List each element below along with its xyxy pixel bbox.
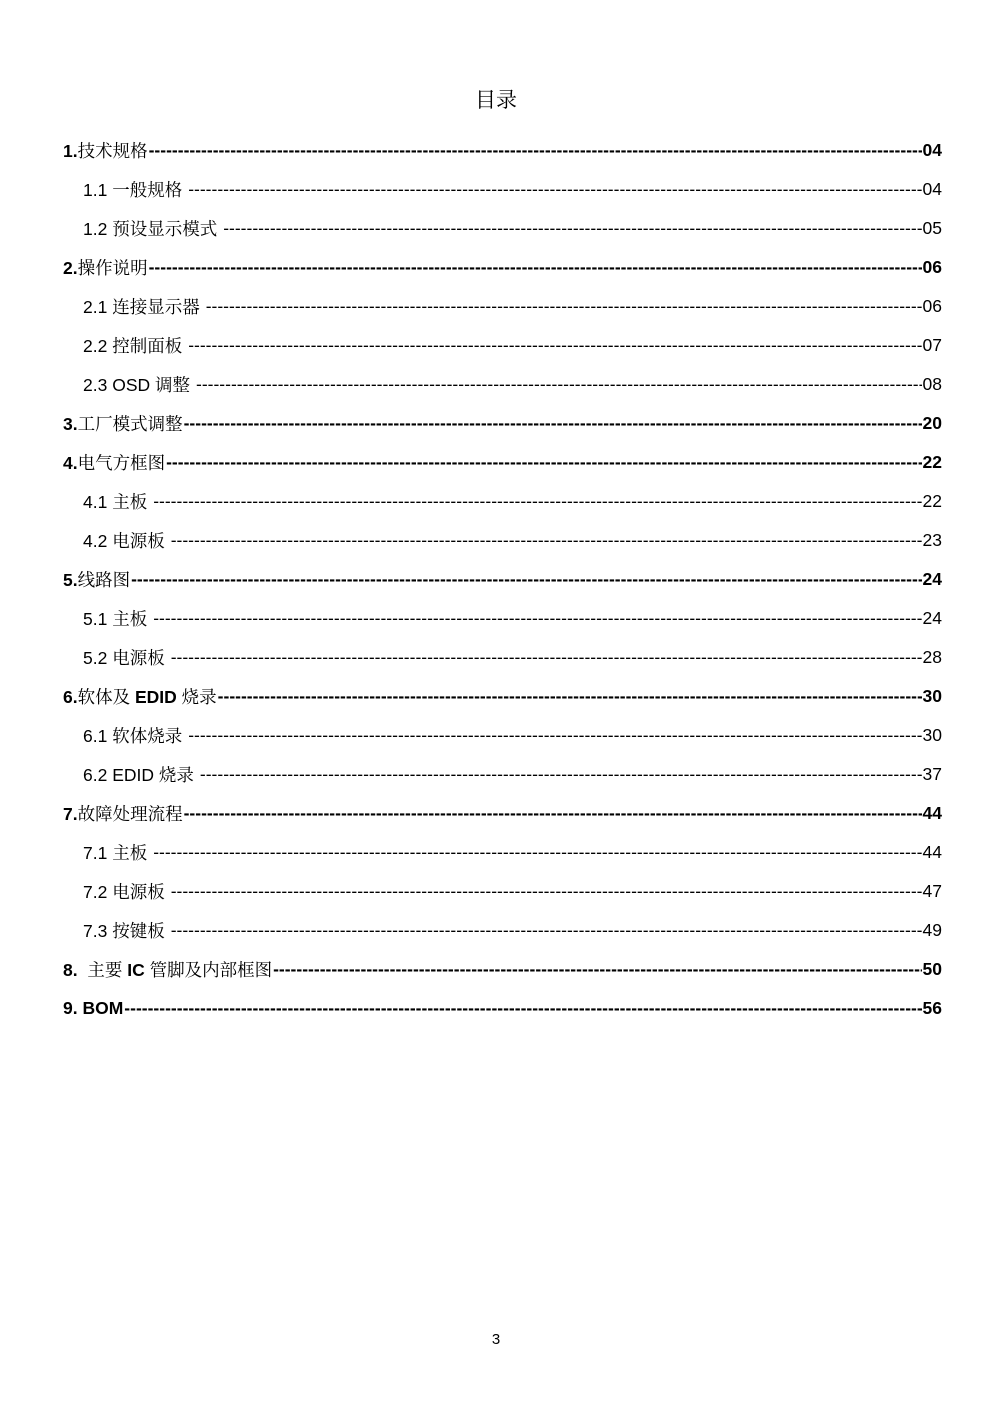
toc-entry-page: 08 [922,374,942,394]
toc-entry-number: 2.3 [83,375,113,395]
toc-leader [196,374,922,395]
toc-entry[interactable] [63,989,942,1028]
toc-entry-page: 04 [922,179,942,199]
toc-entry-text: 电源板 [112,648,165,668]
toc-entry-page: 07 [922,335,942,355]
toc-leader [153,608,921,629]
toc-entry-label [83,372,190,397]
toc-entry-label [83,723,182,748]
toc-entry-page: 50 [922,959,942,979]
toc-leader [188,725,921,746]
toc-leader [184,413,922,434]
toc-leader [184,803,922,824]
toc-entry-page: 06 [922,257,942,277]
toc-entry-page: 44 [922,803,942,823]
toc-entry[interactable] [63,365,942,404]
toc-entry-page: 22 [922,452,942,472]
toc-entry-number: 7.1 [83,843,113,863]
toc-leader [166,452,921,473]
toc-entry[interactable] [63,599,942,638]
toc-entry-page: 44 [922,842,942,862]
toc-entry[interactable] [63,521,942,560]
toc-entry[interactable] [63,833,942,872]
toc-leader [171,920,922,941]
toc-leader [171,881,922,902]
toc-entry-number: 4. [63,453,78,473]
toc-entry-number: 4.1 [83,492,113,512]
toc-entry-text: 软体烧录 [112,726,183,746]
toc-leader [131,569,921,590]
toc-entry[interactable] [63,482,942,521]
toc-entry-page: 49 [922,920,942,940]
toc-leader [206,296,922,317]
toc-entry-number: 4.2 [83,531,113,551]
toc-entry-label [63,684,217,709]
toc-entry-text: EDID [134,687,177,707]
toc-entry-label [63,255,148,280]
toc-leader [124,998,921,1019]
toc-entry[interactable] [63,638,942,677]
toc-entry-number: 8. [63,960,88,980]
toc-entry-text: 电气方框图 [77,453,166,473]
table-of-contents [63,131,942,1028]
toc-entry-text: 管脚及内部框图 [144,960,273,980]
toc-entry-text: EDID 烧录 [112,765,194,785]
toc-leader [153,491,921,512]
toc-title: 目录 [475,89,517,112]
toc-entry-text: 电源板 [112,531,165,551]
toc-entry-text: OSD 调整 [112,375,190,395]
toc-entry-page: 24 [922,569,942,589]
toc-entry-label [83,840,147,865]
toc-entry-label [63,957,272,982]
toc-leader [188,335,921,356]
toc-entry-number: 9. BOM [63,998,124,1018]
toc-entry-number: 6.2 [83,765,113,785]
toc-entry[interactable] [63,170,942,209]
toc-entry-number: 1.1 [83,180,113,200]
toc-entry-label [83,645,165,670]
toc-entry-page: 06 [922,296,942,316]
toc-entry[interactable] [63,404,942,443]
toc-entry-number: 5.1 [83,609,113,629]
toc-entry-page: 04 [922,140,942,160]
toc-entry[interactable] [63,131,942,170]
toc-entry[interactable] [63,326,942,365]
toc-entry[interactable] [63,248,942,287]
toc-entry-label [63,450,165,475]
toc-entry-page: 05 [922,218,942,238]
toc-entry[interactable] [63,560,942,599]
toc-entry[interactable] [63,677,942,716]
toc-entry-text: 操作说明 [77,258,148,278]
toc-entry-label [83,879,165,904]
toc-entry-label [83,918,165,943]
toc-leader [149,140,922,161]
toc-entry-number: 2.2 [83,336,113,356]
toc-leader [218,686,922,707]
toc-entry-label [83,489,147,514]
toc-entry[interactable] [63,794,942,833]
toc-entry-text: 连接显示器 [112,297,200,317]
toc-entry-page: 28 [922,647,942,667]
toc-entry-number: 1.2 [83,219,113,239]
toc-entry[interactable] [63,716,942,755]
toc-entry[interactable] [63,911,942,950]
toc-entry-label [63,567,130,592]
toc-entry-number: 1. [63,141,78,161]
toc-entry-text: 主要 [87,960,128,980]
toc-entry-number: 2.1 [83,297,113,317]
toc-entry-text: 主板 [112,492,148,512]
toc-leader [171,530,922,551]
toc-leader [188,179,921,200]
toc-entry-text: 烧录 [176,687,217,707]
toc-leader [200,764,922,785]
toc-entry-number: 3. [63,414,78,434]
toc-entry-label [83,762,194,787]
toc-entry-text: 工厂模式调整 [77,414,183,434]
toc-entry-text: 控制面板 [112,336,183,356]
toc-entry-label [63,411,183,436]
toc-entry-label [63,801,183,826]
toc-entry-number: 7. [63,804,78,824]
toc-entry-label [63,138,148,163]
toc-entry[interactable] [63,287,942,326]
toc-entry-text: 按键板 [112,921,165,941]
toc-entry-label [83,528,165,553]
toc-entry-text: 技术规格 [77,141,148,161]
toc-entry[interactable] [63,950,942,989]
toc-entry-text: 一般规格 [112,180,183,200]
toc-entry-page: 23 [922,530,942,550]
toc-entry-number: 6.1 [83,726,113,746]
toc-entry-number: 2. [63,258,78,278]
toc-entry-page: 20 [922,413,942,433]
toc-entry[interactable] [63,755,942,794]
toc-entry[interactable] [63,209,942,248]
toc-entry-number: 5. [63,570,78,590]
toc-entry-label [83,294,200,319]
toc-entry-number: 7.3 [83,921,113,941]
toc-entry-number: 5.2 [83,648,113,668]
toc-entry-text: IC [127,960,145,980]
toc-entry-text: 软体及 [77,687,135,707]
toc-entry-number: 6. [63,687,78,707]
toc-entry-text: 电源板 [112,882,165,902]
toc-entry-label [83,216,217,241]
toc-leader [273,959,921,980]
toc-entry-text: 线路图 [77,570,131,590]
toc-entry-label [83,606,147,631]
toc-entry-page: 22 [922,491,942,511]
toc-entry-page: 24 [922,608,942,628]
toc-entry-text: 故障处理流程 [77,804,183,824]
toc-entry-page: 30 [922,725,942,745]
toc-entry-label [83,177,182,202]
toc-entry-text: 预设显示模式 [112,219,218,239]
toc-entry-number: 7.2 [83,882,113,902]
toc-entry-text: 主板 [112,843,148,863]
toc-leader [223,218,921,239]
toc-leader [149,257,922,278]
toc-entry[interactable] [63,872,942,911]
toc-leader [153,842,921,863]
toc-entry-label [83,333,182,358]
toc-leader [171,647,922,668]
toc-entry[interactable] [63,443,942,482]
toc-entry-page: 37 [922,764,942,784]
toc-entry-label [63,998,123,1019]
toc-entry-page: 56 [922,998,942,1018]
page-number: 3 [491,1331,501,1348]
toc-entry-text: 主板 [112,609,148,629]
toc-entry-page: 47 [922,881,942,901]
toc-entry-page: 30 [922,686,942,706]
